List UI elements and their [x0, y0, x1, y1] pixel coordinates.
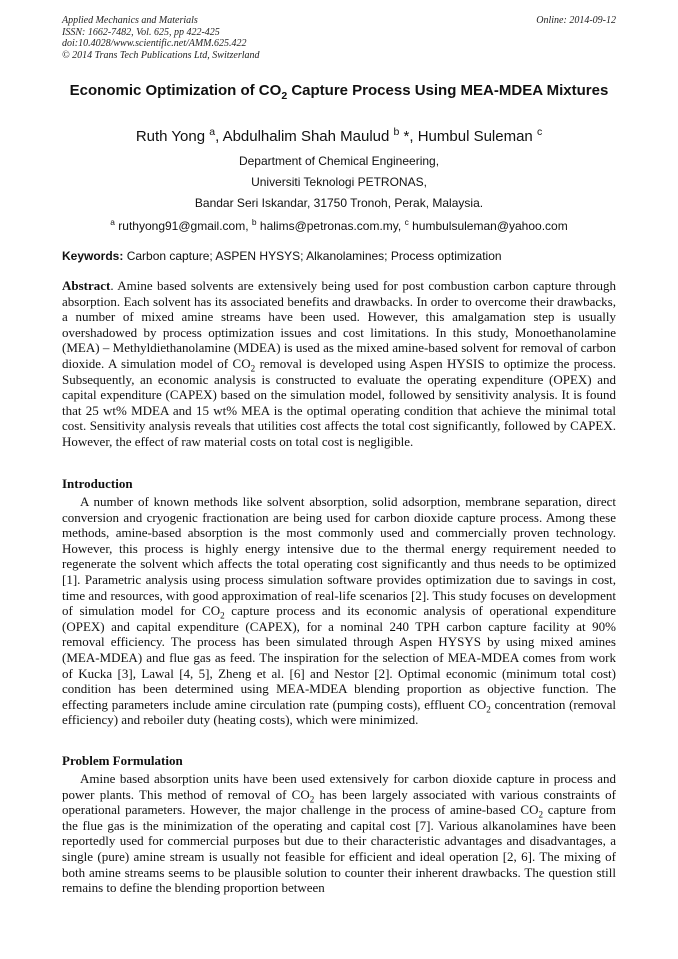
doi-line: doi:10.4028/www.scientific.net/AMM.625.422	[62, 38, 247, 49]
corresponding-mark: *	[399, 128, 410, 145]
author-emails: $^a$ ruthyong91@gmail.com, $^b$ halims@petronas.com.my, $^c$ humbulsuleman@yahoo.com	[110, 217, 568, 233]
introduction-paragraph: A number of known methods like solvent absorption, solid adsorption, membrane separation, direct conversion and cryogenic fractionation are being used for carbon dioxide capture process. Among these methods, amine-based absorption is the most commonly used and commercially proven technology. However, this process is highly energy intensive due to the thermal energy requirement needed to regenerate the solvent which affects the total operating cost significantly and thus needs to be optimized [1]. Parametric analysis using process simulation software provides optimization due to savings in cost, time and resources, with good approximation of real-life scenarios [2]. This study focuses on development of simulation model for $CO_2$ capture process and its economic analysis of operational expenditure (OPEX) and capital expenditure (CAPEX), for a nominal 240 TPH carbon capture facility at 90% removal efficiency. The process has been simulated through Aspen HYSYS by using mixed amines (MEA-MDEA) and flue gas as feed. The inspiration for the selection of MEA-MDEA comes from work of Kucka [3], Lawal [4, 5], Zheng et al. [6] and Nestor [2]. Optimal economic (minimum total cost) condition has been determined using MEA-MDEA blending proportion as objective function. The effecting parameters include amine circulation rate (pumping costs), effluent $CO_2$ concentration (removal efficiency) and reboiler duty (heating costs), which were minimized.	[62, 494, 616, 728]
journal-name: Applied Mechanics and Materials	[62, 15, 198, 26]
problem-formulation-paragraph: Amine based absorption units have been used extensively for carbon dioxide capture in process and power plants. This method of removal of $CO_2$ has been largely associated with various constraints of operational parameters. However, the major challenge in the process of amine-based $CO_2$ capture from the flue gas is the minimization of the operating and capital cost [7]. Various alkanolamines have been reportedly used for commercial purposes but due to their characteristic advantages and disadvantages, a single (pure) amine stream is usually not feasible for efficient and ideal operation [2, 6]. The mixing of both amine streams seems to be plausible solution to counter their inherent drawbacks. The question still remains to define the blending proportion between	[62, 771, 616, 896]
keywords	[62, 248, 616, 264]
keywords-label: Keywords:	[62, 249, 124, 263]
author-list: Ruth Yong $^a$, Abdulhalim Shah Maulud $^b$ *, Humbul Suleman $^c$	[135, 126, 543, 145]
copyright-line: © 2014 Trans Tech Publications Ltd, Switzerland	[62, 49, 260, 61]
author-1: Ruth Yong	[135, 128, 210, 145]
author-2: , Abdulhalim Shah Maulud	[215, 128, 394, 145]
paper-title: Economic Optimization of $CO_2$ Capture Process Using MEA-MDEA Mixtures	[69, 82, 609, 102]
abstract-label: Abstract	[62, 278, 111, 293]
keywords-text: Carbon capture; ASPEN HYSYS; Alkanolamines; Process optimization	[123, 249, 502, 263]
journal-header	[62, 15, 616, 61]
problem-formulation-heading: Problem Formulation	[62, 753, 183, 768]
author-3: , Humbul Suleman	[409, 128, 537, 145]
issn-line: ISSN: 1662-7482, Vol. 625, pp 422-425	[62, 26, 220, 38]
online-date: Online: 2014-09-12	[536, 15, 616, 26]
abstract: Abstract. Amine based solvents are extensively being used for post combustion carbon capture through absorption. Each solvent has its associated benefits and drawbacks. In order to overcome their drawbacks, a number of mixed amine streams have been used. However, this amalgamation step is usually overshadowed by process optimization issues and cost limitations. In this study, Monoethanolamine (MEA) – Methyldiethanolamine (MDEA) is used as the mixed amine-based solvent for removal of carbon dioxide. A simulation model of $CO_2$ removal is developed using Aspen HYSIS to optimize the process. Subsequently, an economic analysis is constructed to evaluate the operating expenditure (OPEX) and capital expenditure (CAPEX) based on the simulation model, followed by sensitivity analysis. It is found that 25 wt% MDEA and 15 wt% MEA is the optimal operating condition that achieve the minimal total cost. Sensitivity analysis reveals that utilities cost affects the total cost significantly, followed by CAPEX. However, the effect of raw material costs on total cost is negligible.	[62, 278, 617, 449]
affiliation: Department of Chemical Engineering, Universiti Teknologi PETRONAS, Bandar Seri Iskandar, 31750 Tronoh, Perak, Malaysia.	[194, 154, 484, 210]
introduction-heading: Introduction	[62, 476, 133, 491]
